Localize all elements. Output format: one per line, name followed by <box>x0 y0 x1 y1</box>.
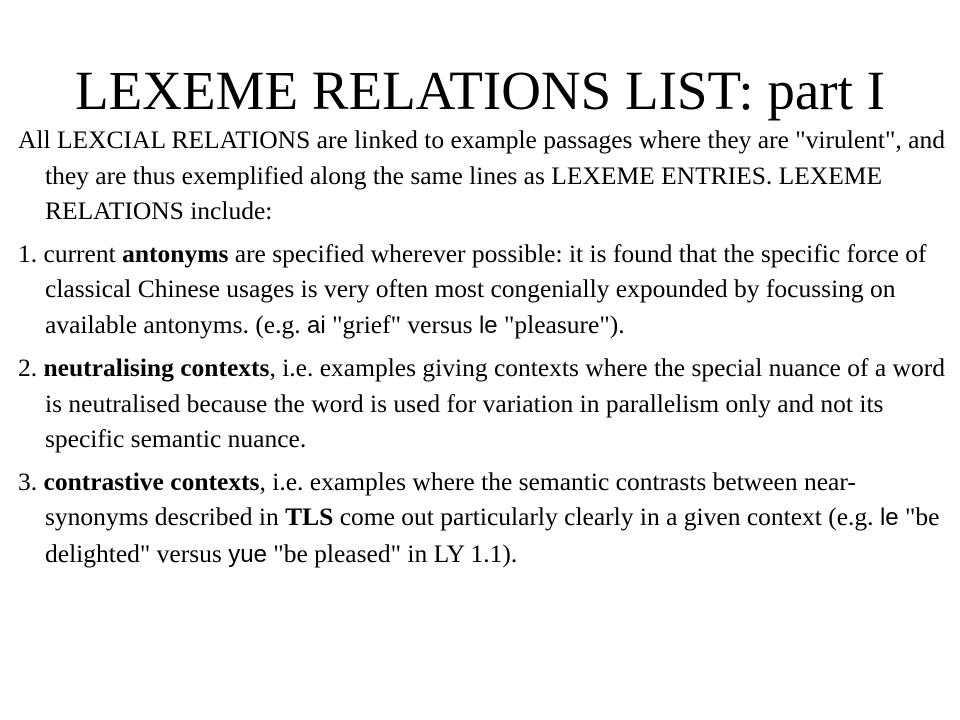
list-item-contrastive-contexts <box>18 464 946 573</box>
item1-term: antonyms <box>122 238 229 268</box>
item1-text-c: "pleasure"). <box>497 309 625 339</box>
item3-word-a: le <box>879 504 899 531</box>
item1-word-b: le <box>478 311 498 339</box>
intro-paragraph <box>18 122 946 229</box>
item1-text-a: are specified wherever possible: it is found that the specific force of classical Chinese usages is very often most congenially expounded by focussing on available antonyms. (e.g. <box>45 238 927 339</box>
item3-text-a: , i.e. examples where the semantic contrasts between near-synonyms described in <box>45 466 856 531</box>
item3-lead: 3. <box>18 466 44 496</box>
item3-text-c: "be delighted" versus <box>45 502 940 568</box>
item2-lead: 2. <box>18 353 44 382</box>
item3-text-d: "be pleased" in LY 1.1). <box>266 538 518 568</box>
item1-text-b: "grief" versus <box>325 309 479 339</box>
item2-term: neutralising contexts <box>43 353 270 382</box>
list-item-antonyms <box>18 236 946 344</box>
item1-lead: 1. current <box>18 238 123 268</box>
slide-title: LEXEME RELATIONS LIST: part I <box>75 59 885 121</box>
intro-text: All LEXCIAL RELATIONS are linked to example passages where they are "virulent", and they are thus exemplified along the same lines as LEXEME ENTRIES. LEXEME RELATIONS include: <box>18 125 945 225</box>
item3-word-b: yue <box>228 540 267 568</box>
item2-text: , i.e. examples giving contexts where the special nuance of a word is neutralised because the word is used for variation in parallelism only and not its specific semantic nuance. <box>45 353 945 453</box>
item3-tls: TLS <box>285 502 334 531</box>
list-item-neutralising-contexts <box>18 350 946 457</box>
item1-word-a: ai <box>307 311 326 339</box>
item3-term: contrastive contexts <box>43 466 260 496</box>
item3-text-b: come out particularly clearly in a given context (e.g. <box>333 502 880 531</box>
slide-body <box>18 122 946 579</box>
